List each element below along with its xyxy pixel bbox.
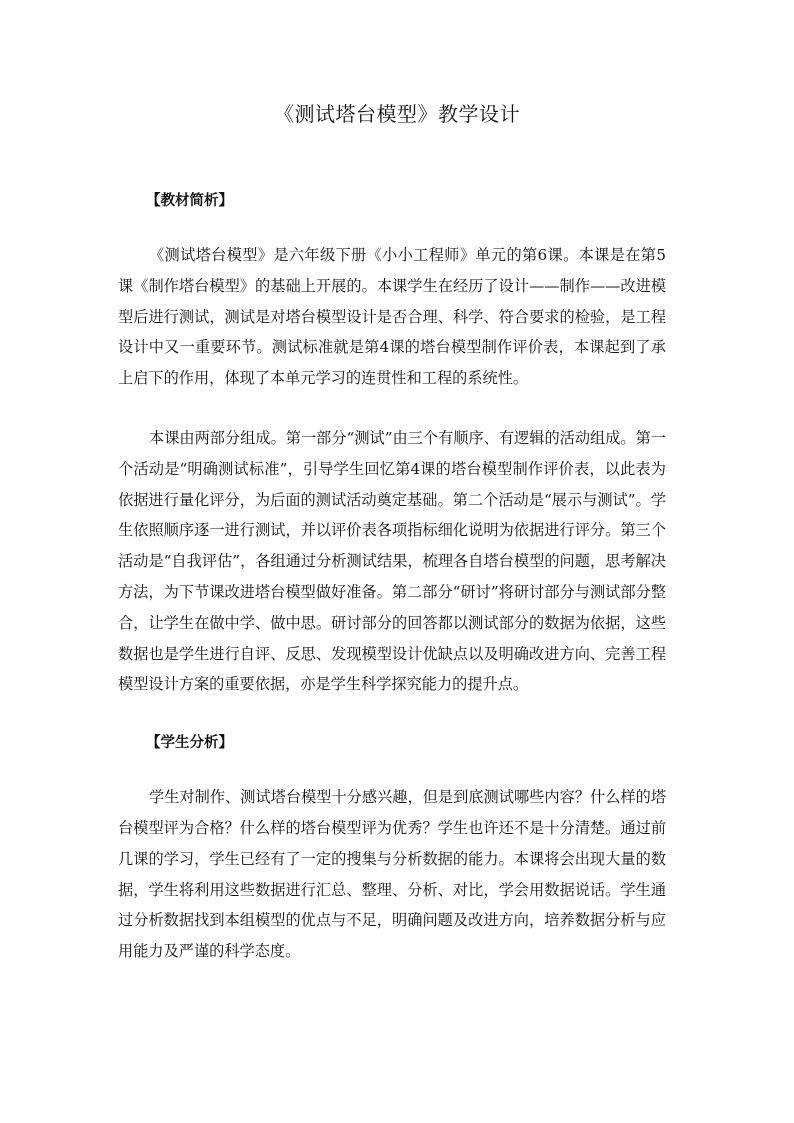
- paragraph: 本课由两部分组成。第一部分“测试”由三个有顺序、有逻辑的活动组成。第一个活动是“明确测试标准”，引导学生回忆第4课的塔台模型制作评价表，以此表为依据进行量化评分，为后面的测试活动奠定基础。第二个活动是“展示与测试”。学生依照顺序逐一进行测试，并以评价表各项指标细化说明为依据进行评分。第三个活动是“自我评估”，各组通过分析测试结果，梳理各自塔台模型的问题，思考解决方法，为下节课改进塔台模型做好准备。第二部分“研讨”将研讨部分与测试部分整合，让学生在做中学、做中思。研讨部分的回答都以测试部分的数据为依据，这些数据也是学生进行自评、反思、发现模型设计优缺点以及明确改进方向、完善工程模型设计方案的重要依据，亦是学生科学探究能力的提升点。: [118, 428, 666, 694]
- section-textbook-analysis: [118, 187, 666, 700]
- paragraph: 学生对制作、测试塔台模型十分感兴趣，但是到底测试哪些内容？什么样的塔台模型评为合格？什么样的塔台模型评为优秀？学生也许还不是十分清楚。通过前几课的学习，学生已经有了一定的搜集与分析数据的能力。本课将会出现大量的数据，学生将利用这些数据进行汇总、整理、分析、对比，学会用数据说话。学生通过分析数据找到本组模型的优点与不足，明确问题及改进方向，培养数据分析与应用能力及严谨的科学态度。: [118, 788, 666, 961]
- document-body: [118, 187, 666, 996]
- section-student-analysis: [118, 729, 666, 967]
- paragraph: 《测试塔台模型》是六年级下册《小小工程师》单元的第6课。本课是在第5课《制作塔台模型》的基础上开展的。本课学生在经历了设计——制作——改进模型后进行测试，测试是对塔台模型设计是否合理、科学、符合要求的检验，是工程设计中又一重要环节。测试标准就是第4课的塔台模型制作评价表，本课起到了承上启下的作用，体现了本单元学习的连贯性和工程的系统性。: [118, 246, 666, 388]
- section-heading: 【教材简析】: [146, 193, 233, 209]
- section-heading: 【学生分析】: [146, 735, 233, 752]
- document-title: 《测试塔台模型》教学设计: [274, 102, 520, 126]
